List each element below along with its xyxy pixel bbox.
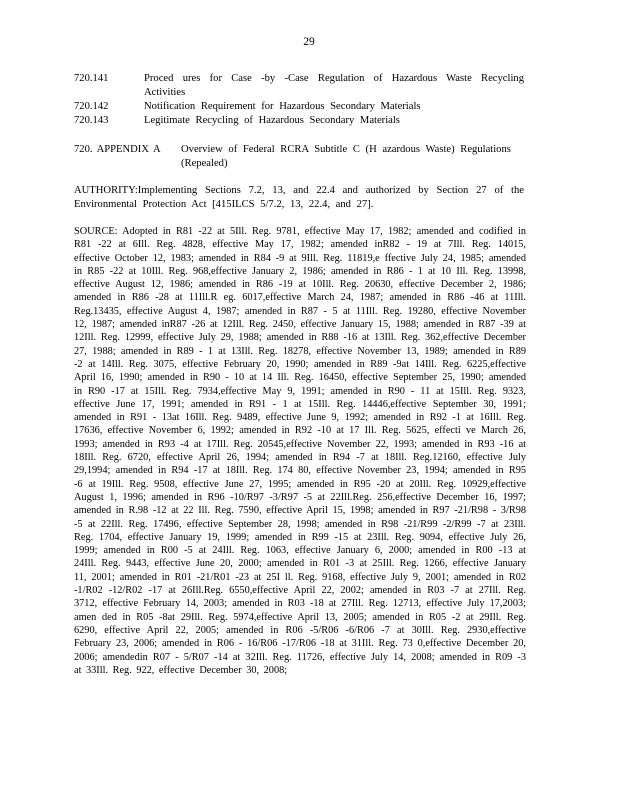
source-note: SOURCE: Adopted in R81 -22 at 5Ill. Reg. 9781, effective May 17, 1982; amended and codified in R81 -22 at 6Ill. Reg. 4828, effective May 17, 1982; amended inR82 - 19 at 7Ill. Reg. 14015, effective October 12, 1983; amended in R84 -9 at 9Ill. Reg. 11819,e ffective July 24, 1985; amended in R85 -22 at 10Ill. Reg. 968,effective January 2, 1986; amended in R86 - 1 at 10 Ill. Reg. 13998, effective August 12, 1986; amended in R86 -19 at 10Ill. Reg. 20630, effective December 2, 1986; amended in R86 -28 at 11Ill.R eg. 6017,effective March 24, 1987; amended in R86 -46 at 11Ill. Reg.13435, effective August 4, 1987; amended in R87 - 5 at 11Ill. Reg. 19280, effective November 12, 1987; amended inR87 -26 at 12Ill. Reg. 2450, effective January 15, 1988; amended in R87 -39 at 12Ill. Reg. 12999, effective July 29, 1988; amended in R88 -16 at 13Ill. Reg. 362,effective December 27, 1988; amended in R89 - 1 at 13Ill. Reg. 18278, effective November 13, 1989; amended in R89 -2 at 14Ill. Reg. 3075, effective February 20, 1990; amended in R89 -9at 14Ill. Reg. 6225,effective April 16, 1990; amended in R90 - 10 at 14 Ill. Reg. 16450, effective September 25, 1990; amended in R90 -17 at 15Ill. Reg. 7934,effective May 9, 1991; amended in R90 - 11 at 15Ill. Reg. 9323, effective June 17, 1991; amended in R91 - 1 at 15Ill. Reg. 14446,effective September 30, 1991; amended in R91 - 13at 16Ill. Reg. 9489, effective June 9, 1992; amended in R92 -1 at 16Ill. Reg. 17636, effective November 6, 1992; amended in R92 -10 at 17 Ill. Reg. 5625, effecti ve March 26, 1993; amended in R93 -4 at 17Ill. Reg. 20545,effective November 22, 1993; amended in R93 -16 at 18Ill. Reg. 6720, effective April 26, 1994; amended in R94 -7 at 18Ill. Reg.12160, effective July 29,1994; amended in R94 -17 at 18Ill. Reg. 174 80, effective November 23, 1994; amended in R95 -6 at 19Ill. Reg. 9508, effective June 27, 1995; amended in R95 -20 at 20Ill. Reg. 10929,effective August 1, 1996; amended in R96 -10/R97 -3/R97 -5 at 22Ill.Reg. 256,effective December 16, 1997; amended in R.98 -12 at 22 Ill. Reg. 7590, effective April 15, 1998; amended in R97 -21/R98 - 3/R98 -5 at 22Ill. Reg. 17496, effective September 28, 1998; amended in R98 -21/R99 -2/R99 -7 at 23Ill. Reg. 1704, effective January 19, 1999; amended in R99 -15 at 23Ill. Reg. 9094, effective July 26, 1999; amended in R00 -5 at 24Ill. Reg. 1063, effective January 6, 2000; amended in R00 -13 at 24Ill. Reg. 9443, effective June 20, 2000; amended in R01 -3 at 25Ill. Reg. 1266, effective January 11, 2001; amended in R01 -21/R01 -23 at 25I ll. Reg. 9168, effective July 9, 2001; amended in R02 -1/R02 -12/R02 -17 at 26Ill.Reg. 6550,effective April 22, 2002; amended in R03 -7 at 27Ill. Reg. 3712, effective February 14, 2003; amended in R03 -18 at 27Ill. Reg. 12713, effective July 17,2003; amen ded in R05 -8at 29Ill. Reg. 5974,effective April 13, 2005; amended in R05 -2 at 29Ill. Reg. 6290, effective April 22, 2005; amended in R06 -5/R06 -6/R06 -7 at 30Ill. Reg. 2930,effective February 23, 2006; amended in R06 - 16/R06 -17/R06 -18 at 31Ill. Reg. 73 0,effective December 20, 2006; amendedin R07 - 5/R07 -14 at 32Ill. Reg. 11726, effective July 14, 2008; amended in R09 -3 at 33Ill. Reg. 922, effective December 30, 2008; <box>74 226 526 676</box>
section-title: Legitimate Recycling of Hazardous Secondary Materials <box>144 115 400 126</box>
section-number: 720.142 <box>74 101 109 112</box>
appendix-label: 720. APPENDIX A <box>74 144 161 155</box>
section-number: 720.143 <box>74 115 109 126</box>
authority-note: AUTHORITY:Implementing Sections 7.2, 13, and 22.4 and authorized by Section 27 of the Environmental Protection Act [415ILCS 5/7.2, 13, 22.4, and 27]. <box>74 185 524 210</box>
appendix-entry <box>74 143 529 171</box>
appendix-title: Overview of Federal RCRA Subtitle C (H azardous Waste) Regulations (Repealed) <box>181 144 511 169</box>
toc-row <box>74 114 524 128</box>
section-title: Proced ures for Case -by -Case Regulation of Hazardous Waste Recycling Activities <box>144 73 524 98</box>
page-number: 29 <box>303 36 315 48</box>
table-of-contents <box>74 72 524 128</box>
toc-row <box>74 100 524 114</box>
section-number: 720.141 <box>74 73 109 84</box>
section-title: Notification Requirement for Hazardous Secondary Materials <box>144 101 421 112</box>
toc-row <box>74 72 524 100</box>
